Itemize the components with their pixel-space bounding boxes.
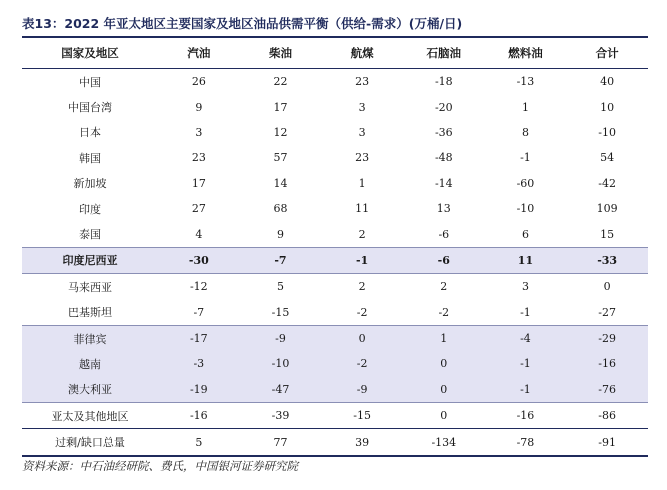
total-value-cell: -91 — [566, 429, 648, 457]
value-cell: -2 — [321, 351, 403, 376]
value-cell: 27 — [191, 202, 206, 216]
value-cell: -6 — [438, 227, 450, 241]
table-row — [22, 145, 648, 170]
region-cell: 日本 — [79, 126, 101, 140]
value-cell: -27 — [598, 305, 616, 319]
value-cell: 23 — [191, 151, 206, 165]
region-cell: 越南 — [22, 351, 158, 376]
table-row — [22, 94, 648, 119]
value-cell: 40 — [600, 75, 615, 89]
value-cell: 11 — [485, 247, 567, 273]
total-label-cell: 过剩/缺口总量 — [22, 429, 158, 457]
header-gasoline: 汽油 — [158, 38, 240, 69]
value-cell: 3 — [358, 100, 366, 114]
value-cell: -7 — [240, 247, 322, 273]
header-total: 合计 — [566, 38, 648, 69]
value-cell: -18 — [434, 75, 453, 89]
value-cell: 11 — [355, 202, 370, 216]
total-value-cell: 39 — [321, 429, 403, 457]
source-note: 资料来源：中石油经研院、费氏，中国银河证券研究院 — [22, 459, 298, 473]
value-cell: -10 — [516, 202, 535, 216]
region-cell: 马来西亚 — [22, 274, 158, 300]
supply-demand-table — [22, 38, 648, 457]
table-row — [22, 69, 648, 95]
value-cell: 2 — [403, 274, 485, 300]
value-cell: 14 — [273, 176, 288, 190]
value-cell: -36 — [434, 125, 453, 139]
value-cell: -86 — [566, 403, 648, 429]
value-cell: 15 — [600, 227, 615, 241]
value-cell: -20 — [434, 100, 453, 114]
value-cell: 9 — [276, 227, 284, 241]
value-cell: -1 — [485, 351, 567, 376]
header-naphtha: 石脑油 — [403, 38, 485, 69]
total-value-cell: 5 — [158, 429, 240, 457]
value-cell: -3 — [158, 351, 240, 376]
header-row — [22, 38, 648, 69]
value-cell: -16 — [158, 403, 240, 429]
value-cell: -10 — [598, 125, 616, 139]
value-cell: 3 — [195, 125, 203, 139]
value-cell: -15 — [321, 403, 403, 429]
value-cell: -30 — [158, 247, 240, 273]
region-cell: 巴基斯坦 — [68, 306, 112, 320]
value-cell: 6 — [521, 227, 529, 241]
value-cell: 1 — [358, 176, 366, 190]
value-cell: -7 — [193, 305, 205, 319]
value-cell: -2 — [356, 305, 368, 319]
table-row — [22, 403, 648, 429]
value-cell: 57 — [273, 151, 288, 165]
header-diesel: 柴油 — [240, 38, 322, 69]
table-row — [22, 171, 648, 196]
value-cell: 13 — [436, 202, 451, 216]
value-cell: -48 — [434, 151, 453, 165]
value-cell: 0 — [403, 351, 485, 376]
table-row — [22, 196, 648, 221]
value-cell: -4 — [485, 325, 567, 351]
table-row — [22, 221, 648, 247]
header-jet-fuel: 航煤 — [321, 38, 403, 69]
value-cell: 2 — [358, 227, 366, 241]
value-cell: -10 — [240, 351, 322, 376]
value-cell: 3 — [485, 274, 567, 300]
value-cell: -33 — [566, 247, 648, 273]
table-row-shaded — [22, 377, 648, 403]
value-cell: 17 — [273, 100, 288, 114]
table-row — [22, 120, 648, 145]
value-cell: 8 — [521, 125, 529, 139]
value-cell: 1 — [403, 325, 485, 351]
region-cell: 中国 — [79, 75, 101, 89]
table-title: 表13：2022 年亚太地区主要国家及地区油品供需平衡（供给-需求）(万桶/日) — [22, 16, 463, 31]
value-cell: 23 — [355, 151, 370, 165]
total-value-cell: -134 — [403, 429, 485, 457]
region-cell: 印度尼西亚 — [22, 247, 158, 273]
value-cell: 54 — [600, 151, 615, 165]
table-row-shaded — [22, 351, 648, 376]
value-cell: 3 — [358, 125, 366, 139]
value-cell: 68 — [273, 202, 288, 216]
value-cell: -16 — [566, 351, 648, 376]
value-cell: 5 — [240, 274, 322, 300]
value-cell: -1 — [485, 377, 567, 403]
table-row-total — [22, 429, 648, 457]
value-cell: 26 — [191, 75, 206, 89]
value-cell: 23 — [355, 75, 370, 89]
value-cell: 0 — [403, 377, 485, 403]
value-cell: -60 — [516, 176, 535, 190]
region-cell: 菲律宾 — [22, 325, 158, 351]
value-cell: -1 — [321, 247, 403, 273]
value-cell: -19 — [158, 377, 240, 403]
region-cell: 亚太及其他地区 — [22, 403, 158, 429]
value-cell: 4 — [195, 227, 203, 241]
value-cell: 17 — [191, 176, 206, 190]
table-row-shaded — [22, 325, 648, 351]
region-cell: 泰国 — [79, 228, 101, 242]
value-cell: -13 — [516, 75, 535, 89]
value-cell: 0 — [403, 403, 485, 429]
value-cell: -9 — [321, 377, 403, 403]
value-cell: -29 — [566, 325, 648, 351]
value-cell: 0 — [566, 274, 648, 300]
total-value-cell: 77 — [240, 429, 322, 457]
value-cell: -6 — [403, 247, 485, 273]
value-cell: -42 — [598, 176, 616, 190]
value-cell: -1 — [520, 305, 531, 319]
value-cell: -15 — [271, 305, 290, 319]
region-cell: 中国台湾 — [68, 101, 112, 115]
value-cell: -39 — [240, 403, 322, 429]
value-cell: 1 — [521, 100, 529, 114]
header-region: 国家及地区 — [22, 38, 158, 69]
header-fuel-oil: 燃料油 — [485, 38, 567, 69]
value-cell: 22 — [273, 75, 288, 89]
region-cell: 新加坡 — [73, 177, 107, 191]
value-cell: -47 — [240, 377, 322, 403]
value-cell: 10 — [600, 100, 615, 114]
region-cell: 韩国 — [79, 151, 101, 165]
region-cell: 印度 — [79, 202, 101, 216]
value-cell: 12 — [273, 125, 288, 139]
value-cell: 0 — [321, 325, 403, 351]
value-cell: -17 — [158, 325, 240, 351]
value-cell: -76 — [566, 377, 648, 403]
value-cell: -9 — [240, 325, 322, 351]
value-cell: 2 — [321, 274, 403, 300]
value-cell: -16 — [485, 403, 567, 429]
table-row — [22, 300, 648, 326]
region-cell: 澳大利亚 — [22, 377, 158, 403]
value-cell: 9 — [195, 100, 203, 114]
value-cell: -1 — [520, 151, 531, 165]
table-row-highlight — [22, 247, 648, 273]
total-value-cell: -78 — [485, 429, 567, 457]
value-cell: -14 — [434, 176, 453, 190]
table-row — [22, 274, 648, 300]
value-cell: -2 — [438, 305, 450, 319]
value-cell: 109 — [596, 202, 618, 216]
value-cell: -12 — [158, 274, 240, 300]
